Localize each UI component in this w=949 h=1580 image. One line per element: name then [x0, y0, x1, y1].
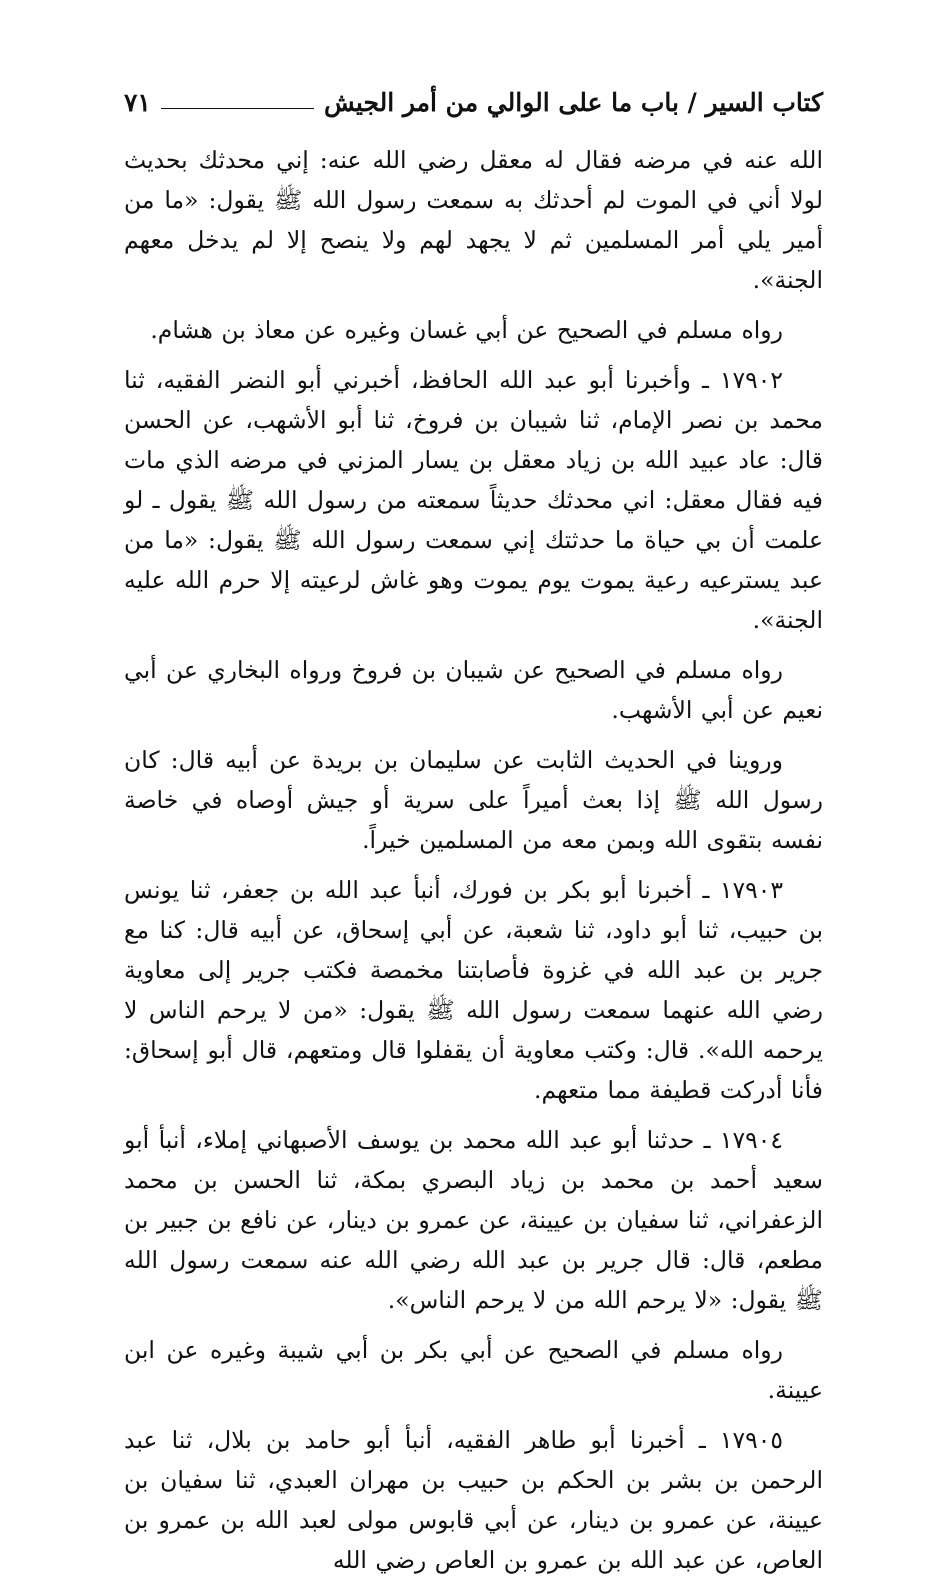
paragraph-3: ١٧٩٠٢ ـ وأخبرنا أبو عبد الله الحافظ، أخبرني أبو النضر الفقيه، ثنا محمد بن نصر الإمام، ثنا شيبان بن فروخ، ثنا أبو الأشهب، عن الحسن قال: عاد عبيد الله بن زياد معقل بن يسار المزني في مرضه الذي مات فيه فقال معقل: اني محدثك حديثاً سمعته من رسول الله ﷺ يقول ـ لو علمت أن بي حياة ما حدثتك إني سمعت رسول الله ﷺ يقول: «ما من عبد يسترعيه رعية يموت يوم يموت وهو غاش لرعيته إلا حرم الله عليه الجنة».	[124, 366, 823, 634]
header-rule	[161, 108, 314, 109]
paragraph-9: ١٧٩٠٥ ـ أخبرنا أبو طاهر الفقيه، أنبأ أبو حامد بن بلال، ثنا عبد الرحمن بن بشر بن الحكم بن حبيب بن مهران العبدي، ثنا سفيان بن عيينة، عن عمرو بن دينار، عن أبي قابوس مولى لعبد الله بن عمرو بن العاص، عن عبد الله بن عمرو بن العاص رضي الله	[124, 1426, 823, 1574]
paragraph-8: رواه مسلم في الصحيح عن أبي بكر بن أبي شيبة وغيره عن ابن عيينة.	[124, 1336, 823, 1404]
paragraph-2: رواه مسلم في الصحيح عن أبي غسان وغيره عن معاذ بن هشام.	[150, 316, 783, 344]
page-number: ٧١	[124, 88, 151, 117]
running-header	[124, 78, 823, 118]
chapter-title: كتاب السير / باب ما على الوالي من أمر الجيش	[324, 88, 823, 117]
body-text	[124, 140, 823, 1580]
paragraph-5: وروينا في الحديث الثابت عن سليمان بن بريدة عن أبيه قال: كان رسول الله ﷺ إذا بعث أميراً على سرية أو جيش أوصاه في خاصة نفسه بتقوى الله وبمن معه من المسلمين خيراً.	[124, 746, 823, 854]
paragraph-1: الله عنه في مرضه فقال له معقل رضي الله عنه: إني محدثك بحديث لولا أني في الموت لم أحدثك به سمعت رسول الله ﷺ يقول: «ما من أمير يلي أمر المسلمين ثم لا يجهد لهم ولا ينصح إلا لم يدخل معهم الجنة».	[124, 146, 823, 294]
paragraph-6: ١٧٩٠٣ ـ أخبرنا أبو بكر بن فورك، أنبأ عبد الله بن جعفر، ثنا يونس بن حبيب، ثنا أبو داود، ثنا شعبة، عن أبي إسحاق، عن أبيه قال: كنا مع جرير بن عبد الله في غزوة فأصابتنا مخمصة فكتب جرير إلى معاوية رضي الله عنهما سمعت رسول الله ﷺ يقول: «من لا يرحم الناس لا يرحمه الله». قال: وكتب معاوية أن يقفلوا قال ومتعهم، قال أبو إسحاق: فأنا أدركت قطيفة مما متعهم.	[124, 876, 823, 1104]
paragraph-7: ١٧٩٠٤ ـ حدثنا أبو عبد الله محمد بن يوسف الأصبهاني إملاء، أنبأ أبو سعيد أحمد بن محمد بن زياد البصري بمكة، ثنا الحسن بن محمد الزعفراني، ثنا سفيان بن عيينة، عن عمرو بن دينار، عن نافع بن جبير بن مطعم، قال: قال جرير بن عبد الله رضي الله عنه سمعت رسول الله ﷺ يقول: «لا يرحم الله من لا يرحم الناس».	[124, 1126, 823, 1314]
paragraph-4: رواه مسلم في الصحيح عن شيبان بن فروخ ورواه البخاري عن أبي نعيم عن أبي الأشهب.	[124, 656, 823, 724]
